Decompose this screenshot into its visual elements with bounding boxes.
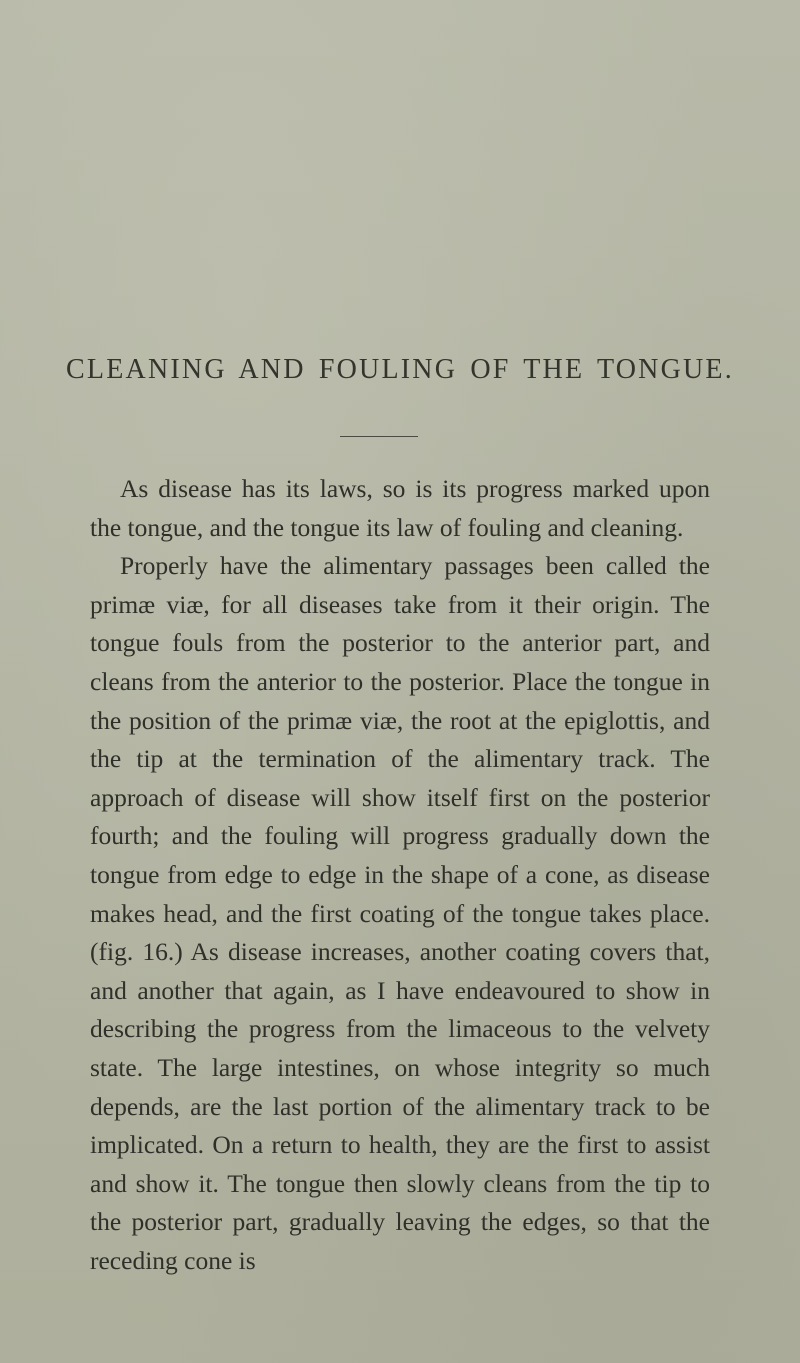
body-text <box>90 470 710 1280</box>
title-divider <box>340 436 418 437</box>
paragraph: Properly have the alimentary passages been called the primæ viæ, for all diseases take from it their origin. The tongue fouls from the posterior to the anterior part, and cleans from the anterior to the posterior. Place the tongue in the position of the primæ viæ, the root at the epiglottis, and the tip at the termination of the alimentary track. The approach of disease will show itself first on the posterior fourth; and the fouling will progress gradually down the tongue from edge to edge in the shape of a cone, as disease makes head, and the first coating of the tongue takes place. (fig. 16.) As disease increases, another coating covers that, and another that again, as I have endeavoured to show in describing the progress from the limaceous to the velvety state. The large intestines, on whose integrity so much depends, are the last portion of the alimentary track to be implicated. On a return to health, they are the first to assist and show it. The tongue then slowly cleans from the tip to the posterior part, gradually leaving the edges, so that the receding cone is <box>90 551 710 1275</box>
page-title: CLEANING AND FOULING OF THE TONGUE. <box>66 354 734 385</box>
paragraph: As disease has its laws, so is its progress marked upon the tongue, and the tongue its law of fouling and cleaning. <box>90 474 710 542</box>
